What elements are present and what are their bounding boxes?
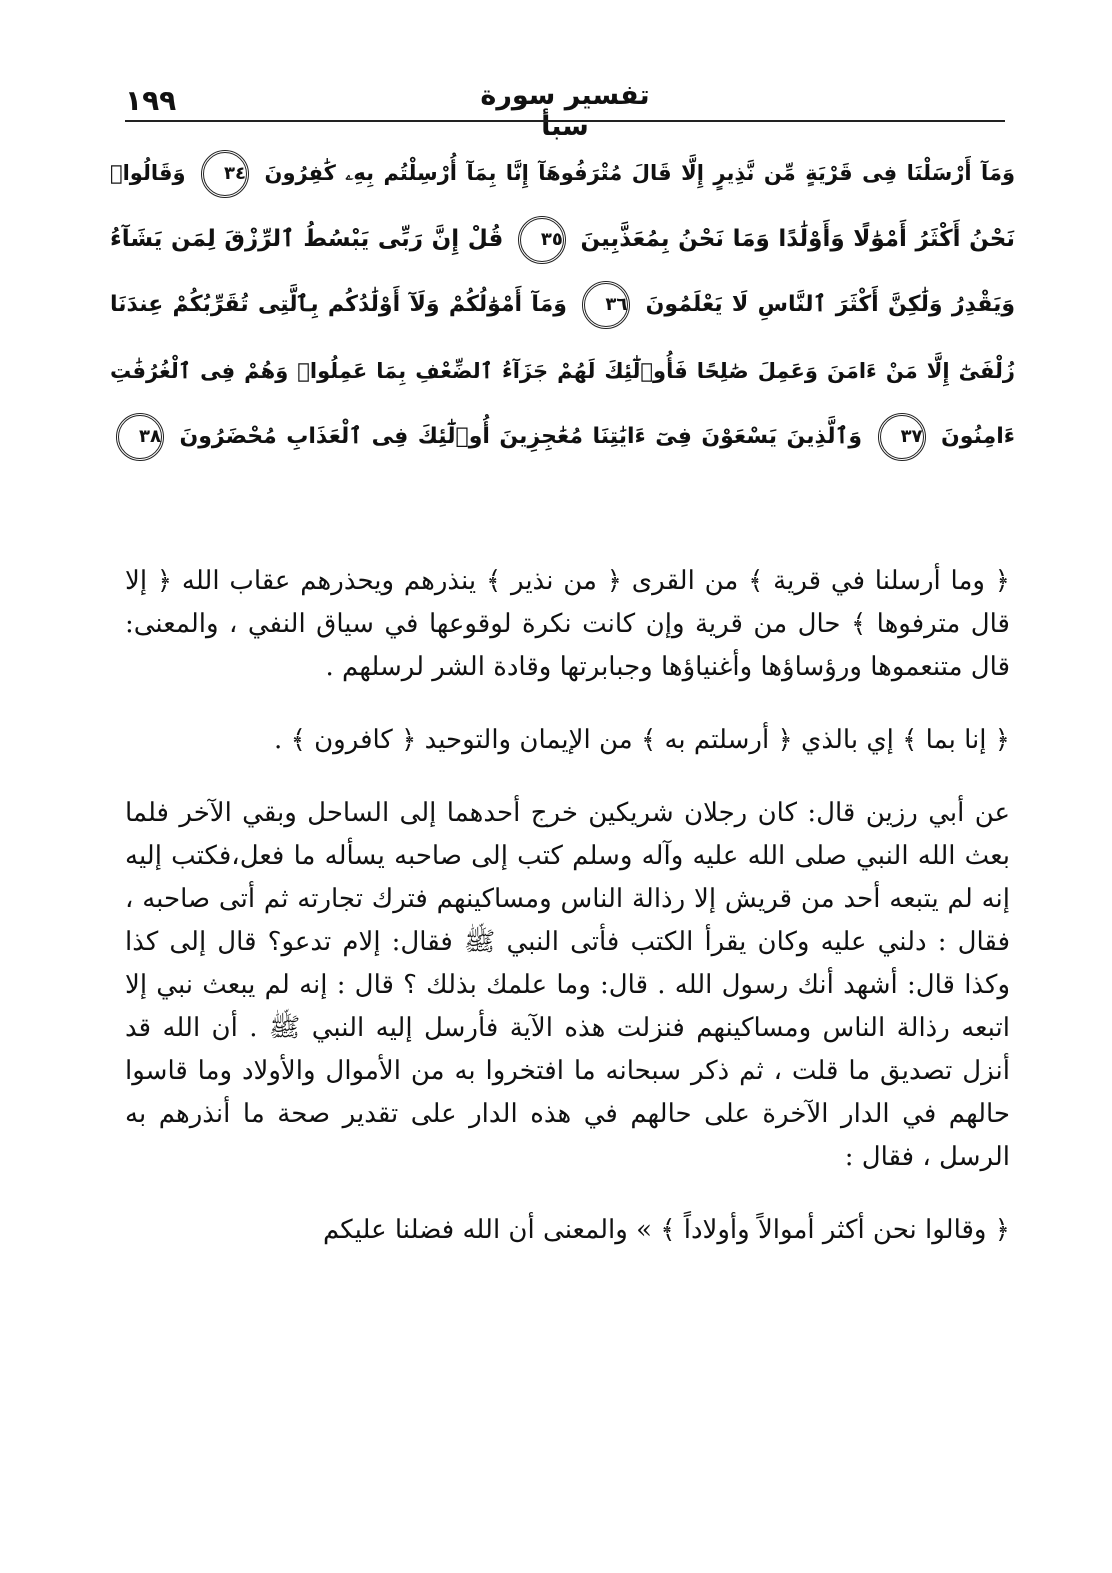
ayah-number-marker: ٣٦: [582, 281, 630, 329]
quran-text: قُلْ إِنَّ رَبِّى يَبْسُطُ ٱلرِّزْقَ لِمَن يَشَآءُ: [110, 226, 504, 252]
ayah-number-marker: ٣٤: [201, 150, 249, 198]
commentary-body: [125, 560, 1010, 1282]
quran-line-4: [110, 338, 1015, 404]
commentary-paragraph: عن أبي رزين قال: كان رجلان شريكين خرج أحدهما إلى الساحل وبقي الآخر فلما بعث الله النبي صلى الله عليه وآله وسلم كتب إلى صاحبه يسأله ما فعل،فكتب إليه إنه لم يتبعه أحد من قريش إلا رذالة الناس ومساكينهم فترك تجارته ثم أتى صاحبه ، فقال : دلني عليه وكان يقرأ الكتب فأتى النبي ﷺ فقال: إلام تدعو؟ قال إلى كذا وكذا قال: أشهد أنك رسول الله . قال: وما علمك بذلك ؟ قال : إنه لم يبعث نبي إلا اتبعه رذالة الناس ومساكينهم فنزلت هذه الآية فأرسل إليه النبي ﷺ . أن الله قد أنزل تصديق ما قلت ، ثم ذكر سبحانه ما افتخروا به من الأموال والأولاد وما قاسوا حالهم في الدار الآخرة على حالهم في هذه الدار على تقدير صحة ما أنذرهم به الرسل ، فقال :: [125, 798, 1010, 1172]
quran-line-3: [110, 272, 1015, 338]
quran-line-5: [110, 404, 1015, 470]
ayah-number-marker: ٣٧: [878, 413, 926, 461]
quran-text: وَقَالُوا۟: [110, 161, 186, 185]
quran-text: ءَامِنُونَ: [941, 424, 1015, 449]
ayah-number-marker: ٣٨: [116, 413, 164, 461]
quran-verses-block: [110, 140, 1015, 535]
header-rule: [125, 120, 1005, 122]
commentary-paragraph: ﴿ وما أرسلنا في قرية ﴾ من القرى ﴿ من نذير ﴾ ينذرهم ويحذرهم عقاب الله ﴿ إلا قال مترفوها ﴾ حال من قرية وإن كانت نكرة لوقوعها في سياق النفي ، والمعنى: قال متنعموها ورؤساؤها وأغنياؤها وجبابرتها وقادة الشر لرسلهم .: [125, 566, 1010, 682]
quran-text: زُلْفَىٰٓ إِلَّا مَنْ ءَامَنَ وَعَمِلَ صَٰلِحًا فَأُو۟لَٰٓئِكَ لَهُمْ جَزَآءُ ٱلضِّعْفِ بِمَا عَمِلُوا۟ وَهُمْ فِى ٱلْغُرُفَٰتِ: [110, 359, 1015, 383]
ayah-number-marker: ٣٥: [518, 216, 566, 264]
commentary-paragraph: ﴿ وقالوا نحن أكثر أموالاً وأولاداً ﴾ » والمعنى أن الله فضلنا عليكم: [322, 1215, 1010, 1245]
quran-text: نَحْنُ أَكْثَرُ أَمْوَٰلًا وَأَوْلَٰدًا وَمَا نَحْنُ بِمُعَذَّبِينَ: [580, 226, 1015, 252]
quran-text: وَمَآ أَمْوَٰلُكُمْ وَلَآ أَوْلَٰدُكُم بِٱلَّتِى تُقَرِّبُكُمْ عِندَنَا: [110, 292, 567, 317]
page-header: [125, 78, 1005, 142]
running-title: تفسير سورة سبأ: [480, 80, 650, 142]
quran-text: وَمَآ أَرْسَلْنَا فِى قَرْيَةٍ مِّن نَّذِيرٍ إِلَّا قَالَ مُتْرَفُوهَآ إِنَّا بِمَآ أُرْسِلْتُم بِهِۦ كَٰفِرُونَ: [264, 161, 1015, 185]
quran-line-2: [110, 206, 1015, 272]
page-number: ١٩٩: [125, 84, 177, 117]
quran-line-1: [110, 140, 1015, 206]
quran-text: وَٱلَّذِينَ يَسْعَوْنَ فِىٓ ءَايَٰتِنَا مُعَٰجِزِينَ أُو۟لَٰٓئِكَ فِى ٱلْعَذَابِ مُحْضَرُونَ: [179, 424, 863, 449]
commentary-paragraph: ﴿ إنا بما ﴾ إي بالذي ﴿ أرسلتم به ﴾ من الإيمان والتوحيد ﴿ كافرون ﴾ .: [274, 725, 1010, 755]
quran-text: وَيَقْدِرُ وَلَٰكِنَّ أَكْثَرَ ٱلنَّاسِ لَا يَعْلَمُونَ: [645, 292, 1015, 317]
